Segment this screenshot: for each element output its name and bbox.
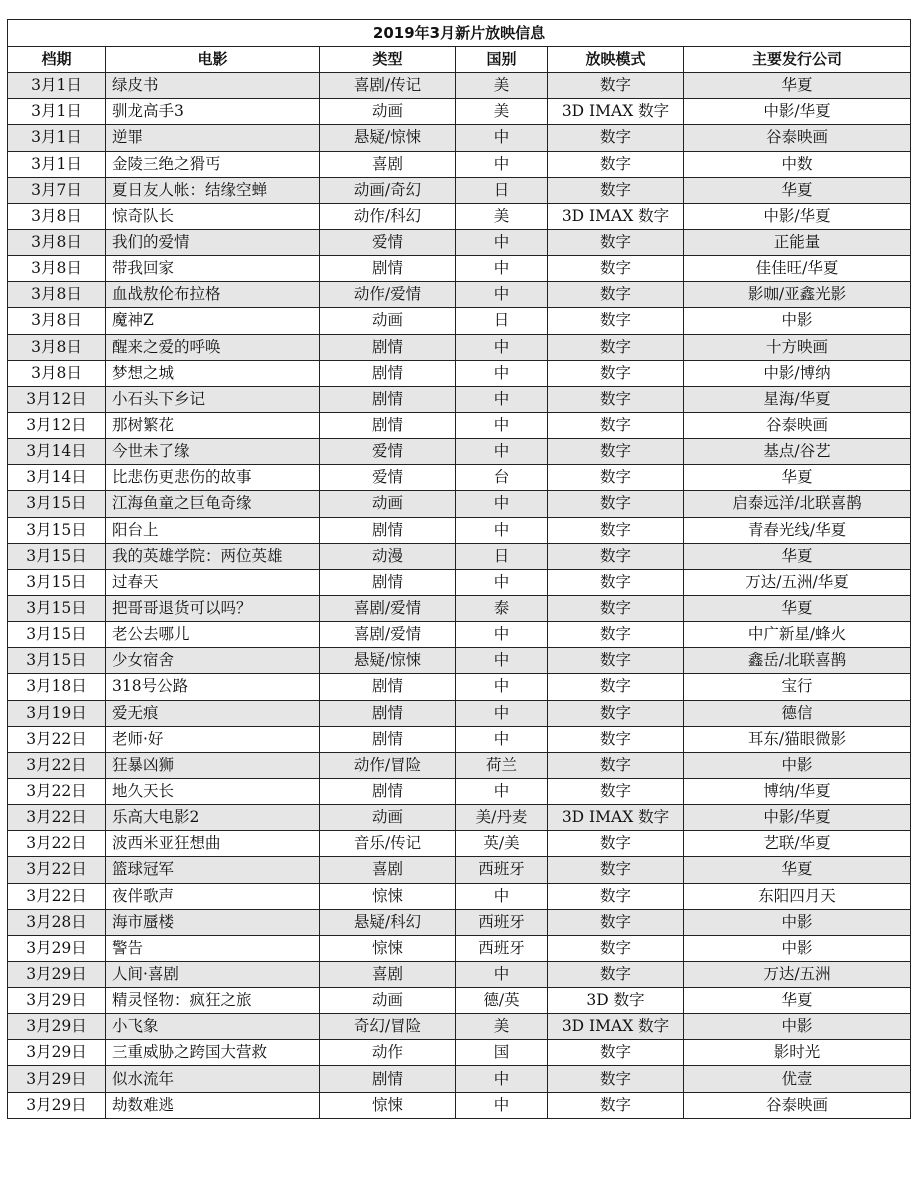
cell-genre: 爱情 <box>320 439 456 465</box>
cell-movie: 金陵三绝之猾丐 <box>106 151 320 177</box>
cell-country: 中 <box>456 439 548 465</box>
cell-genre: 剧情 <box>320 700 456 726</box>
cell-date: 3月12日 <box>8 386 106 412</box>
cell-distributor: 优壹 <box>684 1066 911 1092</box>
cell-movie: 过春天 <box>106 569 320 595</box>
cell-date: 3月8日 <box>8 229 106 255</box>
cell-country: 西班牙 <box>456 857 548 883</box>
cell-distributor: 东阳四月天 <box>684 883 911 909</box>
cell-distributor: 影咖/亚鑫光影 <box>684 282 911 308</box>
table-row <box>8 125 911 151</box>
cell-movie: 把哥哥退货可以吗？ <box>106 595 320 621</box>
cell-format: 数字 <box>548 883 684 909</box>
table-row <box>8 308 911 334</box>
table-row <box>8 752 911 778</box>
cell-distributor: 万达/五洲 <box>684 961 911 987</box>
cell-movie: 惊奇队长 <box>106 203 320 229</box>
cell-genre: 奇幻/冒险 <box>320 1014 456 1040</box>
cell-format: 数字 <box>548 282 684 308</box>
cell-date: 3月18日 <box>8 674 106 700</box>
table-row <box>8 778 911 804</box>
cell-distributor: 十方映画 <box>684 334 911 360</box>
cell-date: 3月15日 <box>8 517 106 543</box>
cell-genre: 惊悚 <box>320 935 456 961</box>
cell-date: 3月8日 <box>8 334 106 360</box>
cell-country: 中 <box>456 726 548 752</box>
cell-genre: 剧情 <box>320 517 456 543</box>
cell-country: 中 <box>456 1066 548 1092</box>
cell-date: 3月8日 <box>8 360 106 386</box>
cell-date: 3月1日 <box>8 125 106 151</box>
table-row <box>8 99 911 125</box>
cell-country: 中 <box>456 622 548 648</box>
cell-date: 3月15日 <box>8 648 106 674</box>
cell-country: 荷兰 <box>456 752 548 778</box>
table-row <box>8 491 911 517</box>
cell-country: 中 <box>456 1092 548 1118</box>
cell-movie: 逆罪 <box>106 125 320 151</box>
cell-format: 数字 <box>548 622 684 648</box>
table-row <box>8 151 911 177</box>
cell-date: 3月12日 <box>8 412 106 438</box>
cell-distributor: 中影 <box>684 909 911 935</box>
table-row <box>8 805 911 831</box>
cell-distributor: 中数 <box>684 151 911 177</box>
cell-country: 美 <box>456 1014 548 1040</box>
cell-distributor: 中影/华夏 <box>684 805 911 831</box>
cell-date: 3月22日 <box>8 831 106 857</box>
cell-distributor: 宝行 <box>684 674 911 700</box>
cell-country: 中 <box>456 360 548 386</box>
table-row <box>8 517 911 543</box>
cell-genre: 悬疑/惊悚 <box>320 648 456 674</box>
cell-country: 泰 <box>456 595 548 621</box>
table-row <box>8 256 911 282</box>
cell-genre: 动作/冒险 <box>320 752 456 778</box>
cell-country: 德/英 <box>456 988 548 1014</box>
cell-format: 数字 <box>548 543 684 569</box>
cell-distributor: 华夏 <box>684 73 911 99</box>
cell-genre: 剧情 <box>320 674 456 700</box>
cell-distributor: 谷泰映画 <box>684 1092 911 1118</box>
table-row <box>8 360 911 386</box>
cell-format: 数字 <box>548 778 684 804</box>
cell-genre: 喜剧/传记 <box>320 73 456 99</box>
table-row <box>8 465 911 491</box>
cell-country: 中 <box>456 386 548 412</box>
cell-movie: 狂暴凶狮 <box>106 752 320 778</box>
cell-movie: 少女宿舍 <box>106 648 320 674</box>
table-row <box>8 988 911 1014</box>
cell-country: 日 <box>456 543 548 569</box>
table-row <box>8 412 911 438</box>
cell-movie: 人间·喜剧 <box>106 961 320 987</box>
cell-date: 3月22日 <box>8 752 106 778</box>
cell-movie: 小石头下乡记 <box>106 386 320 412</box>
cell-movie: 老公去哪儿 <box>106 622 320 648</box>
cell-date: 3月29日 <box>8 935 106 961</box>
cell-genre: 剧情 <box>320 256 456 282</box>
cell-genre: 爱情 <box>320 229 456 255</box>
cell-distributor: 正能量 <box>684 229 911 255</box>
cell-format: 3D IMAX 数字 <box>548 1014 684 1040</box>
cell-format: 数字 <box>548 334 684 360</box>
column-header-date: 档期 <box>8 47 106 73</box>
cell-format: 数字 <box>548 674 684 700</box>
cell-genre: 动画 <box>320 491 456 517</box>
cell-format: 数字 <box>548 935 684 961</box>
cell-format: 数字 <box>548 700 684 726</box>
cell-distributor: 谷泰映画 <box>684 125 911 151</box>
cell-movie: 318号公路 <box>106 674 320 700</box>
cell-format: 数字 <box>548 726 684 752</box>
cell-date: 3月14日 <box>8 439 106 465</box>
cell-genre: 剧情 <box>320 726 456 752</box>
cell-distributor: 中影/华夏 <box>684 203 911 229</box>
cell-genre: 动画 <box>320 805 456 831</box>
cell-genre: 剧情 <box>320 334 456 360</box>
cell-country: 中 <box>456 151 548 177</box>
cell-format: 数字 <box>548 569 684 595</box>
cell-date: 3月15日 <box>8 569 106 595</box>
column-header-distributor: 主要发行公司 <box>684 47 911 73</box>
table-row <box>8 674 911 700</box>
cell-format: 数字 <box>548 151 684 177</box>
table-row <box>8 439 911 465</box>
table-row <box>8 73 911 99</box>
cell-country: 中 <box>456 229 548 255</box>
cell-genre: 动漫 <box>320 543 456 569</box>
cell-date: 3月28日 <box>8 909 106 935</box>
table-row <box>8 883 911 909</box>
cell-genre: 惊悚 <box>320 1092 456 1118</box>
cell-distributor: 星海/华夏 <box>684 386 911 412</box>
cell-distributor: 华夏 <box>684 177 911 203</box>
cell-date: 3月29日 <box>8 1014 106 1040</box>
cell-distributor: 德信 <box>684 700 911 726</box>
schedule-table-container <box>7 19 910 1119</box>
table-row <box>8 386 911 412</box>
cell-movie: 驯龙高手3 <box>106 99 320 125</box>
table-row <box>8 543 911 569</box>
cell-format: 3D IMAX 数字 <box>548 99 684 125</box>
cell-movie: 爱无痕 <box>106 700 320 726</box>
cell-distributor: 华夏 <box>684 465 911 491</box>
column-header-genre: 类型 <box>320 47 456 73</box>
cell-country: 中 <box>456 648 548 674</box>
cell-date: 3月1日 <box>8 73 106 99</box>
cell-distributor: 中影 <box>684 308 911 334</box>
cell-genre: 剧情 <box>320 360 456 386</box>
cell-country: 中 <box>456 125 548 151</box>
table-row <box>8 282 911 308</box>
table-row <box>8 177 911 203</box>
cell-distributor: 中影 <box>684 752 911 778</box>
cell-format: 数字 <box>548 412 684 438</box>
cell-distributor: 佳佳旺/华夏 <box>684 256 911 282</box>
cell-date: 3月19日 <box>8 700 106 726</box>
cell-genre: 动作/爱情 <box>320 282 456 308</box>
cell-distributor: 华夏 <box>684 543 911 569</box>
cell-format: 数字 <box>548 752 684 778</box>
table-row <box>8 1092 911 1118</box>
cell-movie: 我的英雄学院：两位英雄 <box>106 543 320 569</box>
cell-format: 数字 <box>548 229 684 255</box>
cell-format: 数字 <box>548 1066 684 1092</box>
cell-format: 数字 <box>548 256 684 282</box>
cell-genre: 喜剧/爱情 <box>320 622 456 648</box>
schedule-table <box>7 19 911 1119</box>
cell-distributor: 青春光线/华夏 <box>684 517 911 543</box>
cell-genre: 动作 <box>320 1040 456 1066</box>
cell-date: 3月14日 <box>8 465 106 491</box>
table-row <box>8 569 911 595</box>
column-header-format: 放映模式 <box>548 47 684 73</box>
cell-date: 3月15日 <box>8 543 106 569</box>
cell-distributor: 万达/五洲/华夏 <box>684 569 911 595</box>
table-row <box>8 700 911 726</box>
cell-movie: 地久天长 <box>106 778 320 804</box>
cell-country: 中 <box>456 412 548 438</box>
table-row <box>8 857 911 883</box>
cell-genre: 喜剧/爱情 <box>320 595 456 621</box>
cell-movie: 今世未了缘 <box>106 439 320 465</box>
cell-genre: 音乐/传记 <box>320 831 456 857</box>
cell-country: 中 <box>456 517 548 543</box>
cell-date: 3月29日 <box>8 1092 106 1118</box>
cell-movie: 警告 <box>106 935 320 961</box>
cell-date: 3月29日 <box>8 961 106 987</box>
cell-date: 3月15日 <box>8 595 106 621</box>
cell-date: 3月15日 <box>8 622 106 648</box>
cell-distributor: 中影 <box>684 935 911 961</box>
cell-country: 中 <box>456 334 548 360</box>
cell-genre: 悬疑/惊悚 <box>320 125 456 151</box>
cell-movie: 篮球冠军 <box>106 857 320 883</box>
cell-country: 中 <box>456 961 548 987</box>
cell-format: 3D IMAX 数字 <box>548 805 684 831</box>
table-title: 2019年3月新片放映信息 <box>8 20 911 47</box>
cell-format: 数字 <box>548 439 684 465</box>
table-row <box>8 909 911 935</box>
cell-country: 中 <box>456 883 548 909</box>
cell-format: 数字 <box>548 73 684 99</box>
cell-distributor: 基点/谷艺 <box>684 439 911 465</box>
cell-date: 3月8日 <box>8 308 106 334</box>
cell-format: 数字 <box>548 465 684 491</box>
cell-movie: 阳台上 <box>106 517 320 543</box>
table-row <box>8 622 911 648</box>
cell-movie: 比悲伤更悲伤的故事 <box>106 465 320 491</box>
table-row <box>8 595 911 621</box>
cell-distributor: 中广新星/蜂火 <box>684 622 911 648</box>
cell-genre: 喜剧 <box>320 961 456 987</box>
cell-date: 3月22日 <box>8 726 106 752</box>
cell-movie: 血战敖伦布拉格 <box>106 282 320 308</box>
cell-genre: 动画 <box>320 988 456 1014</box>
cell-country: 英/美 <box>456 831 548 857</box>
cell-movie: 老师·好 <box>106 726 320 752</box>
cell-genre: 动画 <box>320 99 456 125</box>
cell-date: 3月29日 <box>8 1040 106 1066</box>
cell-movie: 乐高大电影2 <box>106 805 320 831</box>
table-row <box>8 1014 911 1040</box>
table-row <box>8 726 911 752</box>
cell-format: 数字 <box>548 308 684 334</box>
cell-date: 3月7日 <box>8 177 106 203</box>
cell-country: 中 <box>456 674 548 700</box>
cell-distributor: 中影/博纳 <box>684 360 911 386</box>
cell-format: 数字 <box>548 360 684 386</box>
cell-movie: 海市蜃楼 <box>106 909 320 935</box>
cell-genre: 喜剧 <box>320 857 456 883</box>
cell-format: 数字 <box>548 648 684 674</box>
cell-format: 数字 <box>548 1040 684 1066</box>
cell-distributor: 启泰远洋/北联喜鹊 <box>684 491 911 517</box>
cell-format: 数字 <box>548 517 684 543</box>
cell-genre: 悬疑/科幻 <box>320 909 456 935</box>
cell-date: 3月1日 <box>8 151 106 177</box>
cell-genre: 剧情 <box>320 412 456 438</box>
cell-country: 日 <box>456 177 548 203</box>
table-row <box>8 1040 911 1066</box>
cell-distributor: 华夏 <box>684 595 911 621</box>
cell-genre: 剧情 <box>320 386 456 412</box>
table-row <box>8 203 911 229</box>
cell-date: 3月29日 <box>8 988 106 1014</box>
cell-country: 中 <box>456 778 548 804</box>
cell-genre: 剧情 <box>320 778 456 804</box>
cell-movie: 梦想之城 <box>106 360 320 386</box>
cell-date: 3月8日 <box>8 282 106 308</box>
cell-distributor: 耳东/猫眼微影 <box>684 726 911 752</box>
cell-distributor: 艺联/华夏 <box>684 831 911 857</box>
cell-country: 台 <box>456 465 548 491</box>
column-header-country: 国别 <box>456 47 548 73</box>
cell-format: 数字 <box>548 857 684 883</box>
cell-format: 数字 <box>548 961 684 987</box>
cell-country: 中 <box>456 700 548 726</box>
cell-format: 数字 <box>548 1092 684 1118</box>
cell-movie: 我们的爱情 <box>106 229 320 255</box>
table-row <box>8 1066 911 1092</box>
column-header-movie: 电影 <box>106 47 320 73</box>
cell-date: 3月22日 <box>8 778 106 804</box>
cell-movie: 魔神Z <box>106 308 320 334</box>
cell-movie: 夏日友人帐：结缘空蝉 <box>106 177 320 203</box>
cell-date: 3月22日 <box>8 805 106 831</box>
cell-date: 3月22日 <box>8 857 106 883</box>
cell-movie: 小飞象 <box>106 1014 320 1040</box>
cell-date: 3月8日 <box>8 203 106 229</box>
cell-country: 中 <box>456 282 548 308</box>
cell-movie: 江海鱼童之巨龟奇缘 <box>106 491 320 517</box>
cell-country: 中 <box>456 569 548 595</box>
cell-distributor: 中影/华夏 <box>684 99 911 125</box>
cell-genre: 动画 <box>320 308 456 334</box>
cell-format: 数字 <box>548 125 684 151</box>
cell-movie: 绿皮书 <box>106 73 320 99</box>
cell-country: 美 <box>456 203 548 229</box>
cell-genre: 动作/科幻 <box>320 203 456 229</box>
cell-country: 中 <box>456 491 548 517</box>
cell-country: 中 <box>456 256 548 282</box>
cell-distributor: 博纳/华夏 <box>684 778 911 804</box>
cell-country: 美 <box>456 99 548 125</box>
cell-date: 3月1日 <box>8 99 106 125</box>
cell-country: 日 <box>456 308 548 334</box>
cell-movie: 那树繁花 <box>106 412 320 438</box>
table-row <box>8 334 911 360</box>
cell-distributor: 华夏 <box>684 988 911 1014</box>
cell-movie: 带我回家 <box>106 256 320 282</box>
table-row <box>8 648 911 674</box>
table-row <box>8 831 911 857</box>
cell-genre: 动画/奇幻 <box>320 177 456 203</box>
cell-country: 美/丹麦 <box>456 805 548 831</box>
cell-format: 数字 <box>548 909 684 935</box>
cell-distributor: 华夏 <box>684 857 911 883</box>
cell-distributor: 谷泰映画 <box>684 412 911 438</box>
cell-country: 美 <box>456 73 548 99</box>
table-row <box>8 935 911 961</box>
cell-genre: 爱情 <box>320 465 456 491</box>
table-row <box>8 229 911 255</box>
cell-distributor: 中影 <box>684 1014 911 1040</box>
cell-movie: 精灵怪物：疯狂之旅 <box>106 988 320 1014</box>
cell-genre: 惊悚 <box>320 883 456 909</box>
cell-format: 数字 <box>548 831 684 857</box>
cell-genre: 剧情 <box>320 1066 456 1092</box>
cell-format: 3D 数字 <box>548 988 684 1014</box>
cell-date: 3月29日 <box>8 1066 106 1092</box>
cell-country: 西班牙 <box>456 935 548 961</box>
title-row <box>8 20 911 47</box>
cell-movie: 劫数难逃 <box>106 1092 320 1118</box>
header-row <box>8 47 911 73</box>
cell-date: 3月15日 <box>8 491 106 517</box>
cell-format: 数字 <box>548 177 684 203</box>
cell-date: 3月22日 <box>8 883 106 909</box>
cell-format: 数字 <box>548 595 684 621</box>
table-row <box>8 961 911 987</box>
cell-country: 国 <box>456 1040 548 1066</box>
table-body <box>8 73 911 1119</box>
cell-genre: 剧情 <box>320 569 456 595</box>
cell-distributor: 鑫岳/北联喜鹊 <box>684 648 911 674</box>
cell-movie: 波西米亚狂想曲 <box>106 831 320 857</box>
cell-movie: 醒来之爱的呼唤 <box>106 334 320 360</box>
cell-distributor: 影时光 <box>684 1040 911 1066</box>
cell-date: 3月8日 <box>8 256 106 282</box>
cell-movie: 似水流年 <box>106 1066 320 1092</box>
cell-movie: 三重威胁之跨国大营救 <box>106 1040 320 1066</box>
cell-country: 西班牙 <box>456 909 548 935</box>
cell-format: 数字 <box>548 386 684 412</box>
cell-format: 3D IMAX 数字 <box>548 203 684 229</box>
cell-genre: 喜剧 <box>320 151 456 177</box>
cell-movie: 夜伴歌声 <box>106 883 320 909</box>
cell-format: 数字 <box>548 491 684 517</box>
